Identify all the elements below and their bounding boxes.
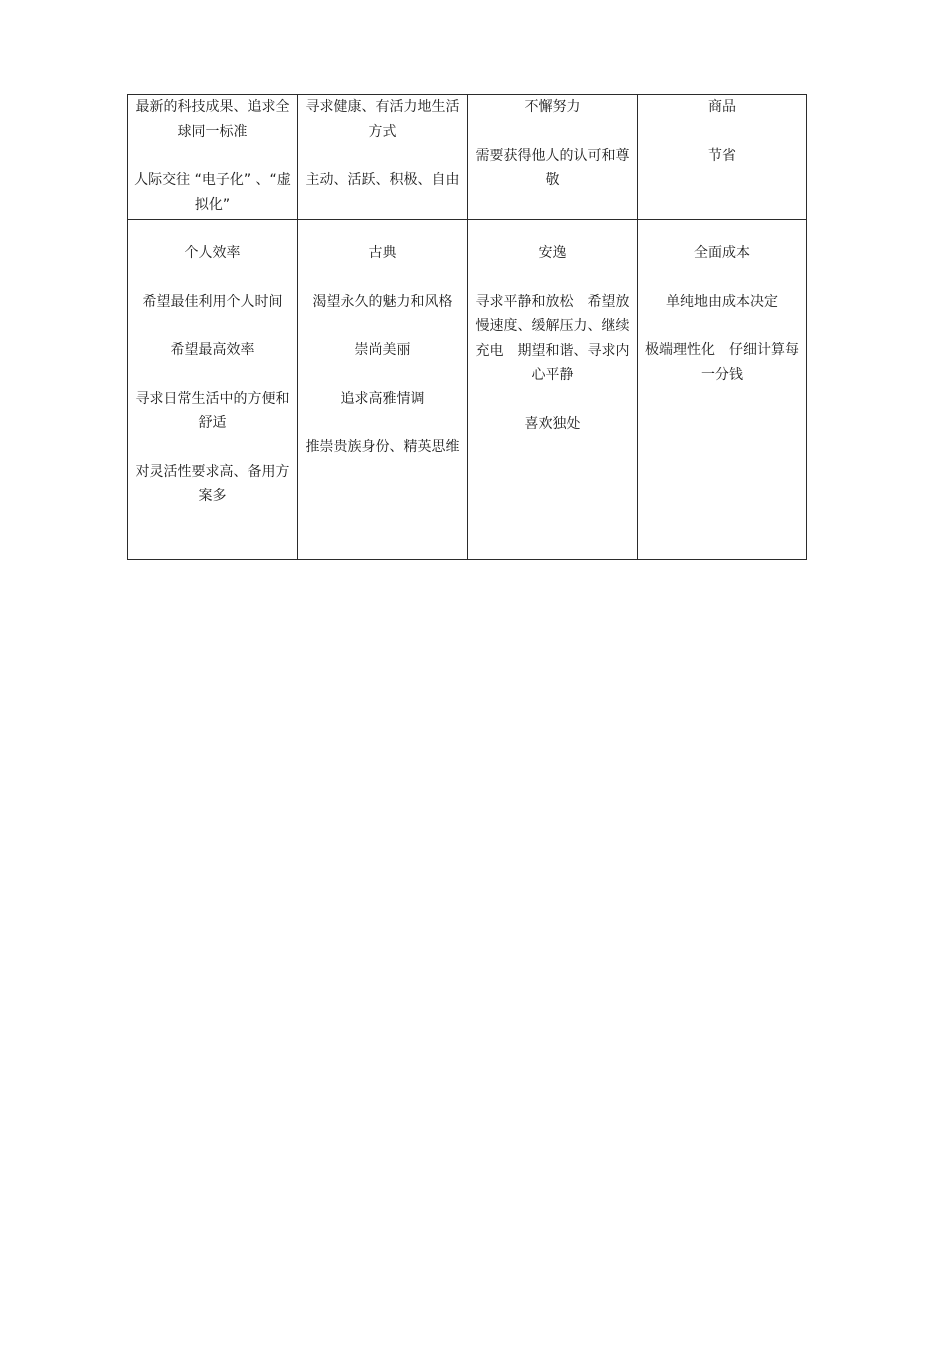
cell-text: 追求高雅情调 xyxy=(340,390,425,407)
table-row xyxy=(128,95,807,220)
cell-text: 极端理性化 仔细计算每一分钱 xyxy=(645,342,799,383)
cell-text: 喜欢独处 xyxy=(524,415,581,432)
table-cell xyxy=(468,220,638,560)
cell-text: 不懈努力 xyxy=(524,99,581,115)
cell-text: 崇尚美丽 xyxy=(354,342,411,358)
table-cell xyxy=(298,95,468,220)
cell-text: 渴望永久的魅力和风格 xyxy=(312,293,453,310)
cell-text: 个人效率 xyxy=(184,245,241,261)
cell-text: 希望最高效率 xyxy=(170,342,255,358)
cell-text: 寻求日常生活中的方便和舒适 xyxy=(135,390,290,431)
cell-text: 寻求健康、有活力地生活方式 xyxy=(305,99,460,140)
cell-text: 寻求平静和放松 希望放慢速度、缓解压力、继续充电 期望和谐、寻求内心平静 xyxy=(475,293,630,383)
table-cell xyxy=(468,95,638,220)
cell-text: 古典 xyxy=(368,245,397,261)
cell-text: 全面成本 xyxy=(694,245,750,261)
cell-text: 商品 xyxy=(708,99,736,115)
table-row xyxy=(128,220,807,560)
cell-text: 推崇贵族身份、精英思维 xyxy=(305,439,460,455)
cell-text: 需要获得他人的认可和尊敬 xyxy=(475,147,630,188)
cell-text: 节省 xyxy=(708,147,736,164)
cell-text: 最新的科技成果、追求全球同一标准 xyxy=(135,99,290,140)
cell-text: 对灵活性要求高、备用方案多 xyxy=(135,463,290,504)
cell-text: 人际交往 “电子化” 、“虚拟化” xyxy=(134,172,291,213)
table-cell xyxy=(638,95,807,220)
cell-text: 单纯地由成本决定 xyxy=(666,293,778,310)
table-cell xyxy=(128,95,298,220)
cell-text: 主动、活跃、积极、自由 xyxy=(305,172,460,188)
cell-text: 希望最佳利用个人时间 xyxy=(142,293,283,310)
table-cell xyxy=(128,220,298,560)
table-cell xyxy=(638,220,807,560)
table-cell xyxy=(298,220,468,560)
content-table xyxy=(127,94,807,560)
cell-text: 安逸 xyxy=(538,245,567,261)
